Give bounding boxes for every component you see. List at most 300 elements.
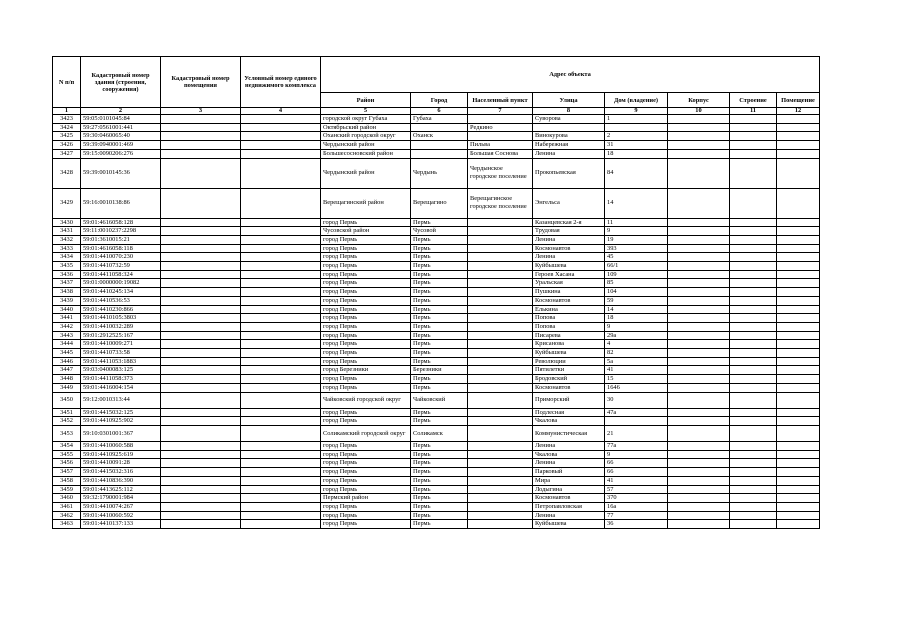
premises-cell: [777, 511, 820, 520]
korpus-cell: [668, 235, 730, 244]
cadastral-room-cell: [161, 392, 241, 408]
house-cell: 393: [605, 244, 668, 253]
header-district: Район: [321, 93, 411, 108]
city-cell: Пермь: [411, 383, 468, 392]
table-row: [53, 340, 820, 349]
row-number: 3459: [53, 485, 81, 494]
cadastral-cell: 59:01:4410733:58: [81, 349, 161, 358]
cadastral-cell: 59:03:0400083:125: [81, 366, 161, 375]
district-cell: Октябрьский район: [321, 123, 411, 132]
building-cell: [730, 296, 777, 305]
cadastral-cell: 59:12:0010313:44: [81, 392, 161, 408]
row-number: 3429: [53, 188, 81, 218]
table-row: [53, 218, 820, 227]
cadastral-room-cell: [161, 115, 241, 124]
row-number: 3454: [53, 441, 81, 450]
table-row: [53, 468, 820, 477]
korpus-cell: [668, 123, 730, 132]
locality-cell: [468, 383, 533, 392]
table-row: [53, 262, 820, 271]
column-number: 8: [533, 108, 605, 115]
house-cell: 41: [605, 476, 668, 485]
street-cell: Ленина: [533, 459, 605, 468]
korpus-cell: [668, 494, 730, 503]
premises-cell: [777, 149, 820, 158]
row-number: 3455: [53, 450, 81, 459]
korpus-cell: [668, 218, 730, 227]
house-cell: 30: [605, 392, 668, 408]
premises-cell: [777, 450, 820, 459]
cadastral-cell: 59:30:0460065:40: [81, 132, 161, 141]
cadastral-cell: 59:01:4410091:28: [81, 459, 161, 468]
district-cell: город Пермь: [321, 288, 411, 297]
table-row: [53, 132, 820, 141]
district-cell: город Пермь: [321, 383, 411, 392]
building-cell: [730, 392, 777, 408]
cadastral-cell: 59:01:4410925:902: [81, 417, 161, 426]
street-cell: Ленина: [533, 149, 605, 158]
cadastral-room-cell: [161, 331, 241, 340]
row-number: 3427: [53, 149, 81, 158]
house-cell: 1: [605, 115, 668, 124]
table-row: [53, 375, 820, 384]
korpus-cell: [668, 270, 730, 279]
district-cell: городской округ Губаха: [321, 115, 411, 124]
conditional-cell: [241, 459, 321, 468]
table-row: [53, 322, 820, 331]
row-number: 3434: [53, 253, 81, 262]
city-cell: Верещагино: [411, 188, 468, 218]
district-cell: Пермский район: [321, 494, 411, 503]
locality-cell: [468, 511, 533, 520]
street-cell: Энгельса: [533, 188, 605, 218]
korpus-cell: [668, 425, 730, 441]
premises-cell: [777, 262, 820, 271]
city-cell: Пермь: [411, 340, 468, 349]
building-cell: [730, 314, 777, 323]
korpus-cell: [668, 375, 730, 384]
street-cell: Казанцевская 2-я: [533, 218, 605, 227]
cadastral-room-cell: [161, 468, 241, 477]
conditional-cell: [241, 253, 321, 262]
building-cell: [730, 305, 777, 314]
street-cell: Чкалова: [533, 417, 605, 426]
row-number: 3448: [53, 375, 81, 384]
korpus-cell: [668, 279, 730, 288]
row-number: 3443: [53, 331, 81, 340]
cadastral-room-cell: [161, 235, 241, 244]
city-cell: Пермь: [411, 331, 468, 340]
building-cell: [730, 520, 777, 529]
row-number: 3436: [53, 270, 81, 279]
district-cell: город Пермь: [321, 417, 411, 426]
column-number: 4: [241, 108, 321, 115]
row-number: 3450: [53, 392, 81, 408]
row-number: 3452: [53, 417, 81, 426]
row-number: 3457: [53, 468, 81, 477]
house-cell: 66: [605, 459, 668, 468]
table-row: [53, 141, 820, 150]
district-cell: город Пермь: [321, 459, 411, 468]
house-cell: 2: [605, 132, 668, 141]
building-cell: [730, 253, 777, 262]
conditional-cell: [241, 408, 321, 417]
korpus-cell: [668, 296, 730, 305]
building-cell: [730, 149, 777, 158]
district-cell: Чердынский район: [321, 141, 411, 150]
district-cell: город Пермь: [321, 485, 411, 494]
cadastral-cell: 59:01:4411058:373: [81, 375, 161, 384]
cadastral-room-cell: [161, 340, 241, 349]
cadastral-room-cell: [161, 322, 241, 331]
cadastral-cell: 59:01:4410105:3803: [81, 314, 161, 323]
cadastral-room-cell: [161, 476, 241, 485]
house-cell: 5а: [605, 357, 668, 366]
cadastral-room-cell: [161, 425, 241, 441]
locality-cell: [468, 392, 533, 408]
building-cell: [730, 417, 777, 426]
premises-cell: [777, 314, 820, 323]
street-cell: [533, 123, 605, 132]
cadastral-room-cell: [161, 244, 241, 253]
district-cell: город Березники: [321, 366, 411, 375]
korpus-cell: [668, 132, 730, 141]
conditional-cell: [241, 511, 321, 520]
row-number: 3431: [53, 227, 81, 236]
table-row: [53, 253, 820, 262]
premises-cell: [777, 468, 820, 477]
street-cell: Парковый: [533, 468, 605, 477]
cadastral-cell: 59:05:0101045:84: [81, 115, 161, 124]
street-cell: Куйбышева: [533, 262, 605, 271]
street-cell: Пятилетки: [533, 366, 605, 375]
table-row: [53, 227, 820, 236]
korpus-cell: [668, 288, 730, 297]
cadastral-cell: 59:01:4616058:118: [81, 244, 161, 253]
korpus-cell: [668, 520, 730, 529]
table-row: [53, 494, 820, 503]
locality-cell: [468, 375, 533, 384]
building-cell: [730, 375, 777, 384]
locality-cell: Чердынское городское поселение: [468, 158, 533, 188]
korpus-cell: [668, 476, 730, 485]
row-number: 3432: [53, 235, 81, 244]
row-number: 3428: [53, 158, 81, 188]
premises-cell: [777, 132, 820, 141]
table-row: [53, 459, 820, 468]
row-number: 3449: [53, 383, 81, 392]
cadastral-cell: 59:01:4410536:53: [81, 296, 161, 305]
cadastral-cell: 59:32:1790001:984: [81, 494, 161, 503]
premises-cell: [777, 141, 820, 150]
cadastral-room-cell: [161, 253, 241, 262]
house-cell: 19: [605, 235, 668, 244]
city-cell: Оханск: [411, 132, 468, 141]
premises-cell: [777, 235, 820, 244]
cadastral-room-cell: [161, 227, 241, 236]
property-table: [52, 56, 820, 529]
row-number: 3439: [53, 296, 81, 305]
house-cell: 14: [605, 305, 668, 314]
row-number: 3460: [53, 494, 81, 503]
building-cell: [730, 349, 777, 358]
street-cell: Коммунистическая: [533, 425, 605, 441]
building-cell: [730, 511, 777, 520]
street-cell: Писарева: [533, 331, 605, 340]
city-cell: Чердынь: [411, 158, 468, 188]
header-num: N п/п: [53, 57, 81, 108]
building-cell: [730, 425, 777, 441]
cadastral-cell: 59:01:4410137:133: [81, 520, 161, 529]
house-cell: 77а: [605, 441, 668, 450]
premises-cell: [777, 253, 820, 262]
district-cell: город Пермь: [321, 520, 411, 529]
korpus-cell: [668, 450, 730, 459]
street-cell: Суворова: [533, 115, 605, 124]
city-cell: [411, 141, 468, 150]
house-cell: [605, 417, 668, 426]
row-number: 3430: [53, 218, 81, 227]
conditional-cell: [241, 262, 321, 271]
column-number-row: [53, 108, 820, 115]
conditional-cell: [241, 340, 321, 349]
city-cell: [411, 123, 468, 132]
korpus-cell: [668, 253, 730, 262]
conditional-cell: [241, 383, 321, 392]
locality-cell: [468, 132, 533, 141]
building-cell: [730, 158, 777, 188]
cadastral-cell: 59:01:4410009:271: [81, 340, 161, 349]
cadastral-cell: 59:01:4616058:128: [81, 218, 161, 227]
city-cell: Пермь: [411, 270, 468, 279]
locality-cell: [468, 253, 533, 262]
cadastral-cell: 59:01:4413625:112: [81, 485, 161, 494]
conditional-cell: [241, 115, 321, 124]
district-cell: город Пермь: [321, 331, 411, 340]
house-cell: 15: [605, 375, 668, 384]
cadastral-cell: 59:39:0010145:36: [81, 158, 161, 188]
row-number: 3438: [53, 288, 81, 297]
conditional-cell: [241, 450, 321, 459]
conditional-cell: [241, 349, 321, 358]
city-cell: Пермь: [411, 520, 468, 529]
conditional-cell: [241, 123, 321, 132]
house-cell: 57: [605, 485, 668, 494]
cadastral-cell: 59:16:0010138:86: [81, 188, 161, 218]
city-cell: Чусовой: [411, 227, 468, 236]
header-address: Адрес объекта: [321, 57, 820, 93]
city-cell: Пермь: [411, 357, 468, 366]
cadastral-room-cell: [161, 417, 241, 426]
korpus-cell: [668, 227, 730, 236]
premises-cell: [777, 417, 820, 426]
column-number: 12: [777, 108, 820, 115]
locality-cell: [468, 340, 533, 349]
house-cell: 84: [605, 158, 668, 188]
locality-cell: [468, 218, 533, 227]
street-cell: Елькина: [533, 305, 605, 314]
building-cell: [730, 494, 777, 503]
conditional-cell: [241, 357, 321, 366]
city-cell: Пермь: [411, 218, 468, 227]
conditional-cell: [241, 502, 321, 511]
table-row: [53, 149, 820, 158]
locality-cell: [468, 305, 533, 314]
building-cell: [730, 459, 777, 468]
cadastral-room-cell: [161, 149, 241, 158]
street-cell: Космонавтов: [533, 383, 605, 392]
korpus-cell: [668, 115, 730, 124]
table-row: [53, 305, 820, 314]
street-cell: Петропавловская: [533, 502, 605, 511]
house-cell: 104: [605, 288, 668, 297]
table-row: [53, 349, 820, 358]
korpus-cell: [668, 441, 730, 450]
district-cell: город Пермь: [321, 244, 411, 253]
table-row: [53, 408, 820, 417]
street-cell: Трудовая: [533, 227, 605, 236]
city-cell: Пермь: [411, 494, 468, 503]
premises-cell: [777, 158, 820, 188]
korpus-cell: [668, 511, 730, 520]
conditional-cell: [241, 417, 321, 426]
city-cell: Березники: [411, 366, 468, 375]
cadastral-room-cell: [161, 459, 241, 468]
table-row: [53, 314, 820, 323]
locality-cell: [468, 459, 533, 468]
locality-cell: Большая Соснова: [468, 149, 533, 158]
row-number: 3433: [53, 244, 81, 253]
house-cell: 41: [605, 366, 668, 375]
house-cell: 31: [605, 141, 668, 150]
city-cell: Пермь: [411, 322, 468, 331]
table-row: [53, 244, 820, 253]
city-cell: Пермь: [411, 288, 468, 297]
korpus-cell: [668, 485, 730, 494]
cadastral-cell: 59:39:0940001:469: [81, 141, 161, 150]
district-cell: город Пермь: [321, 349, 411, 358]
district-cell: город Пермь: [321, 305, 411, 314]
street-cell: Подлесная: [533, 408, 605, 417]
building-cell: [730, 279, 777, 288]
locality-cell: [468, 408, 533, 417]
locality-cell: [468, 450, 533, 459]
district-cell: город Пермь: [321, 502, 411, 511]
column-number: 9: [605, 108, 668, 115]
street-cell: Попова: [533, 314, 605, 323]
table-row: [53, 270, 820, 279]
cadastral-room-cell: [161, 158, 241, 188]
korpus-cell: [668, 149, 730, 158]
house-cell: 9: [605, 227, 668, 236]
city-cell: Губаха: [411, 115, 468, 124]
conditional-cell: [241, 279, 321, 288]
street-cell: Ленина: [533, 253, 605, 262]
locality-cell: [468, 441, 533, 450]
street-cell: Ленина: [533, 511, 605, 520]
building-cell: [730, 502, 777, 511]
building-cell: [730, 331, 777, 340]
city-cell: Пермь: [411, 253, 468, 262]
column-number: 11: [730, 108, 777, 115]
house-cell: 59: [605, 296, 668, 305]
premises-cell: [777, 218, 820, 227]
cadastral-cell: 59:01:4410245:134: [81, 288, 161, 297]
korpus-cell: [668, 502, 730, 511]
city-cell: Пермь: [411, 235, 468, 244]
city-cell: Чайковский: [411, 392, 468, 408]
house-cell: 1646: [605, 383, 668, 392]
column-number: 10: [668, 108, 730, 115]
locality-cell: [468, 417, 533, 426]
building-cell: [730, 357, 777, 366]
table-row: [53, 188, 820, 218]
premises-cell: [777, 279, 820, 288]
korpus-cell: [668, 262, 730, 271]
district-cell: город Пермь: [321, 511, 411, 520]
korpus-cell: [668, 158, 730, 188]
row-number: 3462: [53, 511, 81, 520]
row-number: 3435: [53, 262, 81, 271]
premises-cell: [777, 357, 820, 366]
korpus-cell: [668, 340, 730, 349]
table-row: [53, 441, 820, 450]
district-cell: Верещагинский район: [321, 188, 411, 218]
conditional-cell: [241, 322, 321, 331]
building-cell: [730, 235, 777, 244]
row-number: 3447: [53, 366, 81, 375]
street-cell: Космонавтов: [533, 494, 605, 503]
korpus-cell: [668, 383, 730, 392]
locality-cell: [468, 357, 533, 366]
conditional-cell: [241, 227, 321, 236]
locality-cell: [468, 494, 533, 503]
district-cell: город Пермь: [321, 375, 411, 384]
building-cell: [730, 244, 777, 253]
cadastral-room-cell: [161, 375, 241, 384]
building-cell: [730, 340, 777, 349]
conditional-cell: [241, 305, 321, 314]
row-number: 3426: [53, 141, 81, 150]
table-row: [53, 417, 820, 426]
header-building: Строение: [730, 93, 777, 108]
house-cell: 66/1: [605, 262, 668, 271]
korpus-cell: [668, 305, 730, 314]
premises-cell: [777, 383, 820, 392]
building-cell: [730, 188, 777, 218]
table-row: [53, 502, 820, 511]
conditional-cell: [241, 441, 321, 450]
house-cell: 85: [605, 279, 668, 288]
cadastral-room-cell: [161, 279, 241, 288]
row-number: 3456: [53, 459, 81, 468]
conditional-cell: [241, 296, 321, 305]
building-cell: [730, 132, 777, 141]
cadastral-room-cell: [161, 349, 241, 358]
district-cell: город Пермь: [321, 279, 411, 288]
locality-cell: Пильва: [468, 141, 533, 150]
locality-cell: [468, 262, 533, 271]
house-cell: 47а: [605, 408, 668, 417]
locality-cell: [468, 314, 533, 323]
cadastral-room-cell: [161, 441, 241, 450]
district-cell: город Пермь: [321, 476, 411, 485]
house-cell: 29а: [605, 331, 668, 340]
locality-cell: [468, 270, 533, 279]
korpus-cell: [668, 392, 730, 408]
row-number: 3440: [53, 305, 81, 314]
locality-cell: [468, 520, 533, 529]
